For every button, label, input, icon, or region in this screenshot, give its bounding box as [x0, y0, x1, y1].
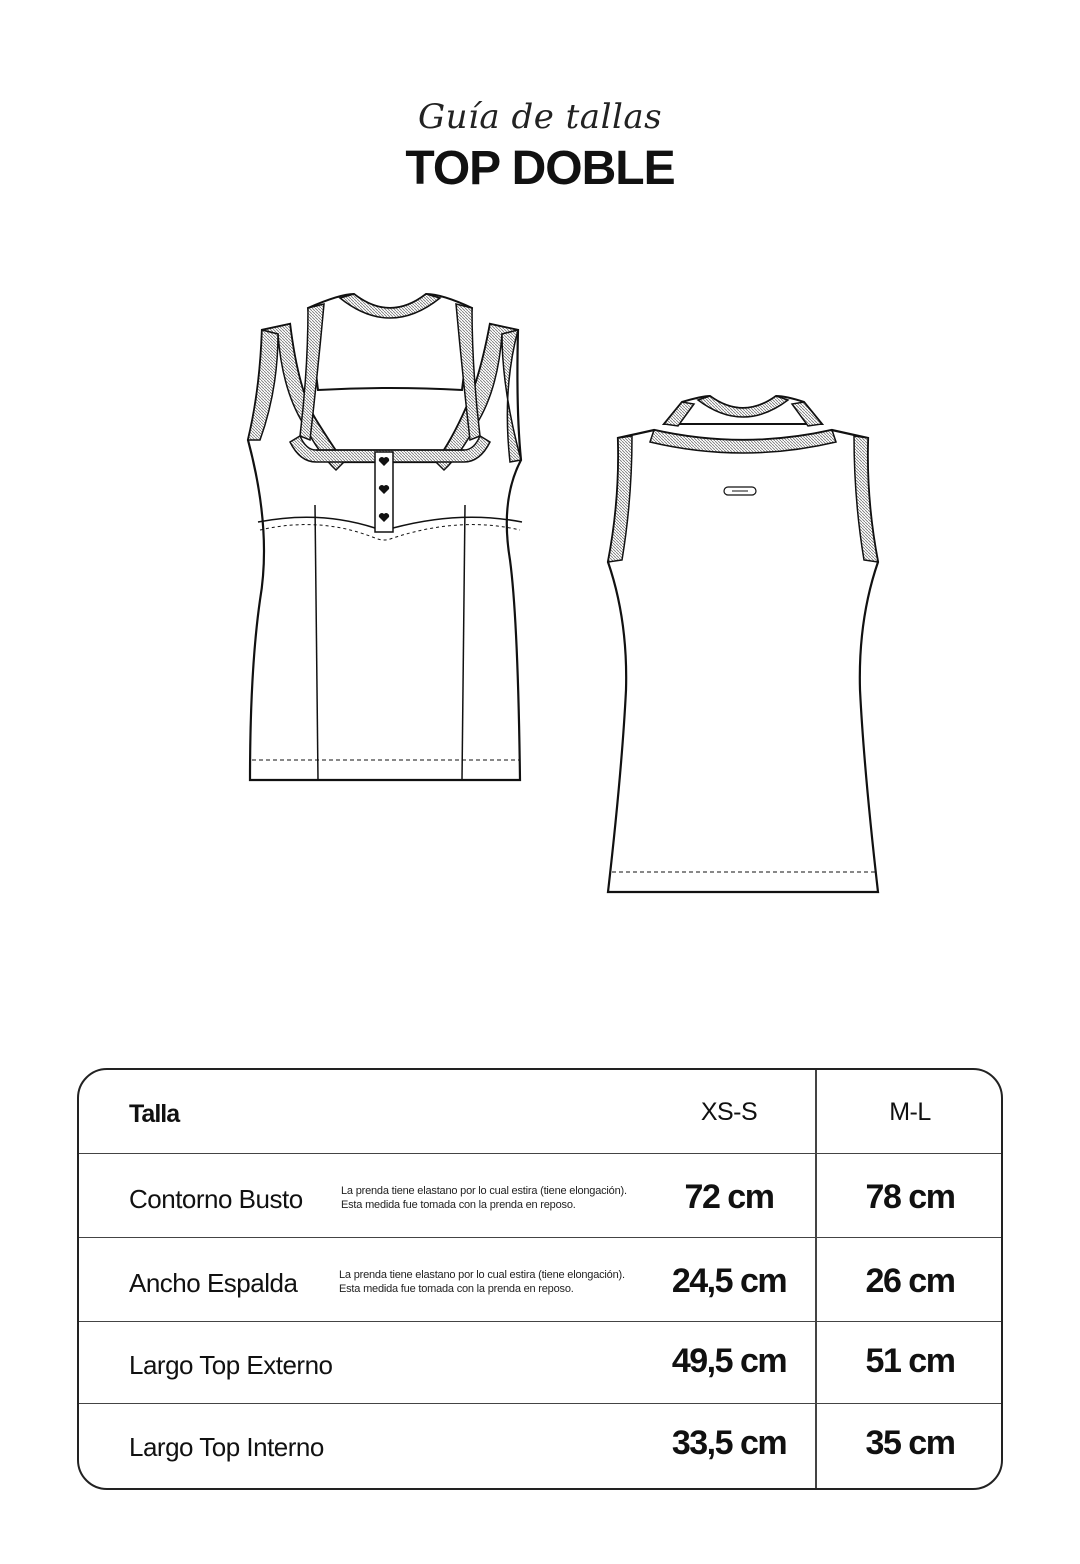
measurement-label: Contorno Busto [129, 1184, 303, 1214]
value-m-l: 26 cm [865, 1262, 955, 1300]
measurement-label: Largo Top Externo [129, 1350, 333, 1380]
measurement-note: La prenda tiene elastano por lo cual estira (tiene elongación). Esta medida fue tomada con la prenda en reposo. [339, 1269, 625, 1295]
header [0, 92, 1080, 196]
page-title: TOP DOBLE [405, 142, 675, 195]
measurement-note: La prenda tiene elastano por lo cual estira (tiene elongación). Esta medida fue tomada con la prenda en reposo. [341, 1185, 627, 1211]
measurement-label: Largo Top Interno [129, 1432, 324, 1462]
sleeveless-top-front-sketch-icon [240, 290, 540, 790]
size-table [77, 1068, 1003, 1490]
size-m-l-header: M-L [889, 1098, 931, 1126]
size-xs-s-header: XS-S [700, 1098, 758, 1126]
table-row [79, 1322, 1001, 1404]
measurement-label: Ancho Espalda [129, 1268, 298, 1298]
sleeveless-top-back-sketch-icon [598, 390, 888, 900]
value-xs-s: 24,5 cm [671, 1262, 787, 1300]
value-m-l: 35 cm [865, 1424, 955, 1462]
table-row [79, 1154, 1001, 1238]
table-header-row [79, 1070, 1001, 1154]
table-row [79, 1404, 1001, 1490]
value-xs-s: 49,5 cm [671, 1342, 787, 1380]
value-m-l: 51 cm [865, 1342, 955, 1380]
value-m-l: 78 cm [865, 1178, 955, 1216]
brand-tag-icon [724, 487, 756, 495]
page-subtitle: Guía de tallas [417, 97, 663, 137]
size-header-label: Talla [129, 1100, 180, 1128]
table-row [79, 1238, 1001, 1322]
value-xs-s: 72 cm [684, 1178, 774, 1216]
value-xs-s: 33,5 cm [671, 1424, 787, 1462]
